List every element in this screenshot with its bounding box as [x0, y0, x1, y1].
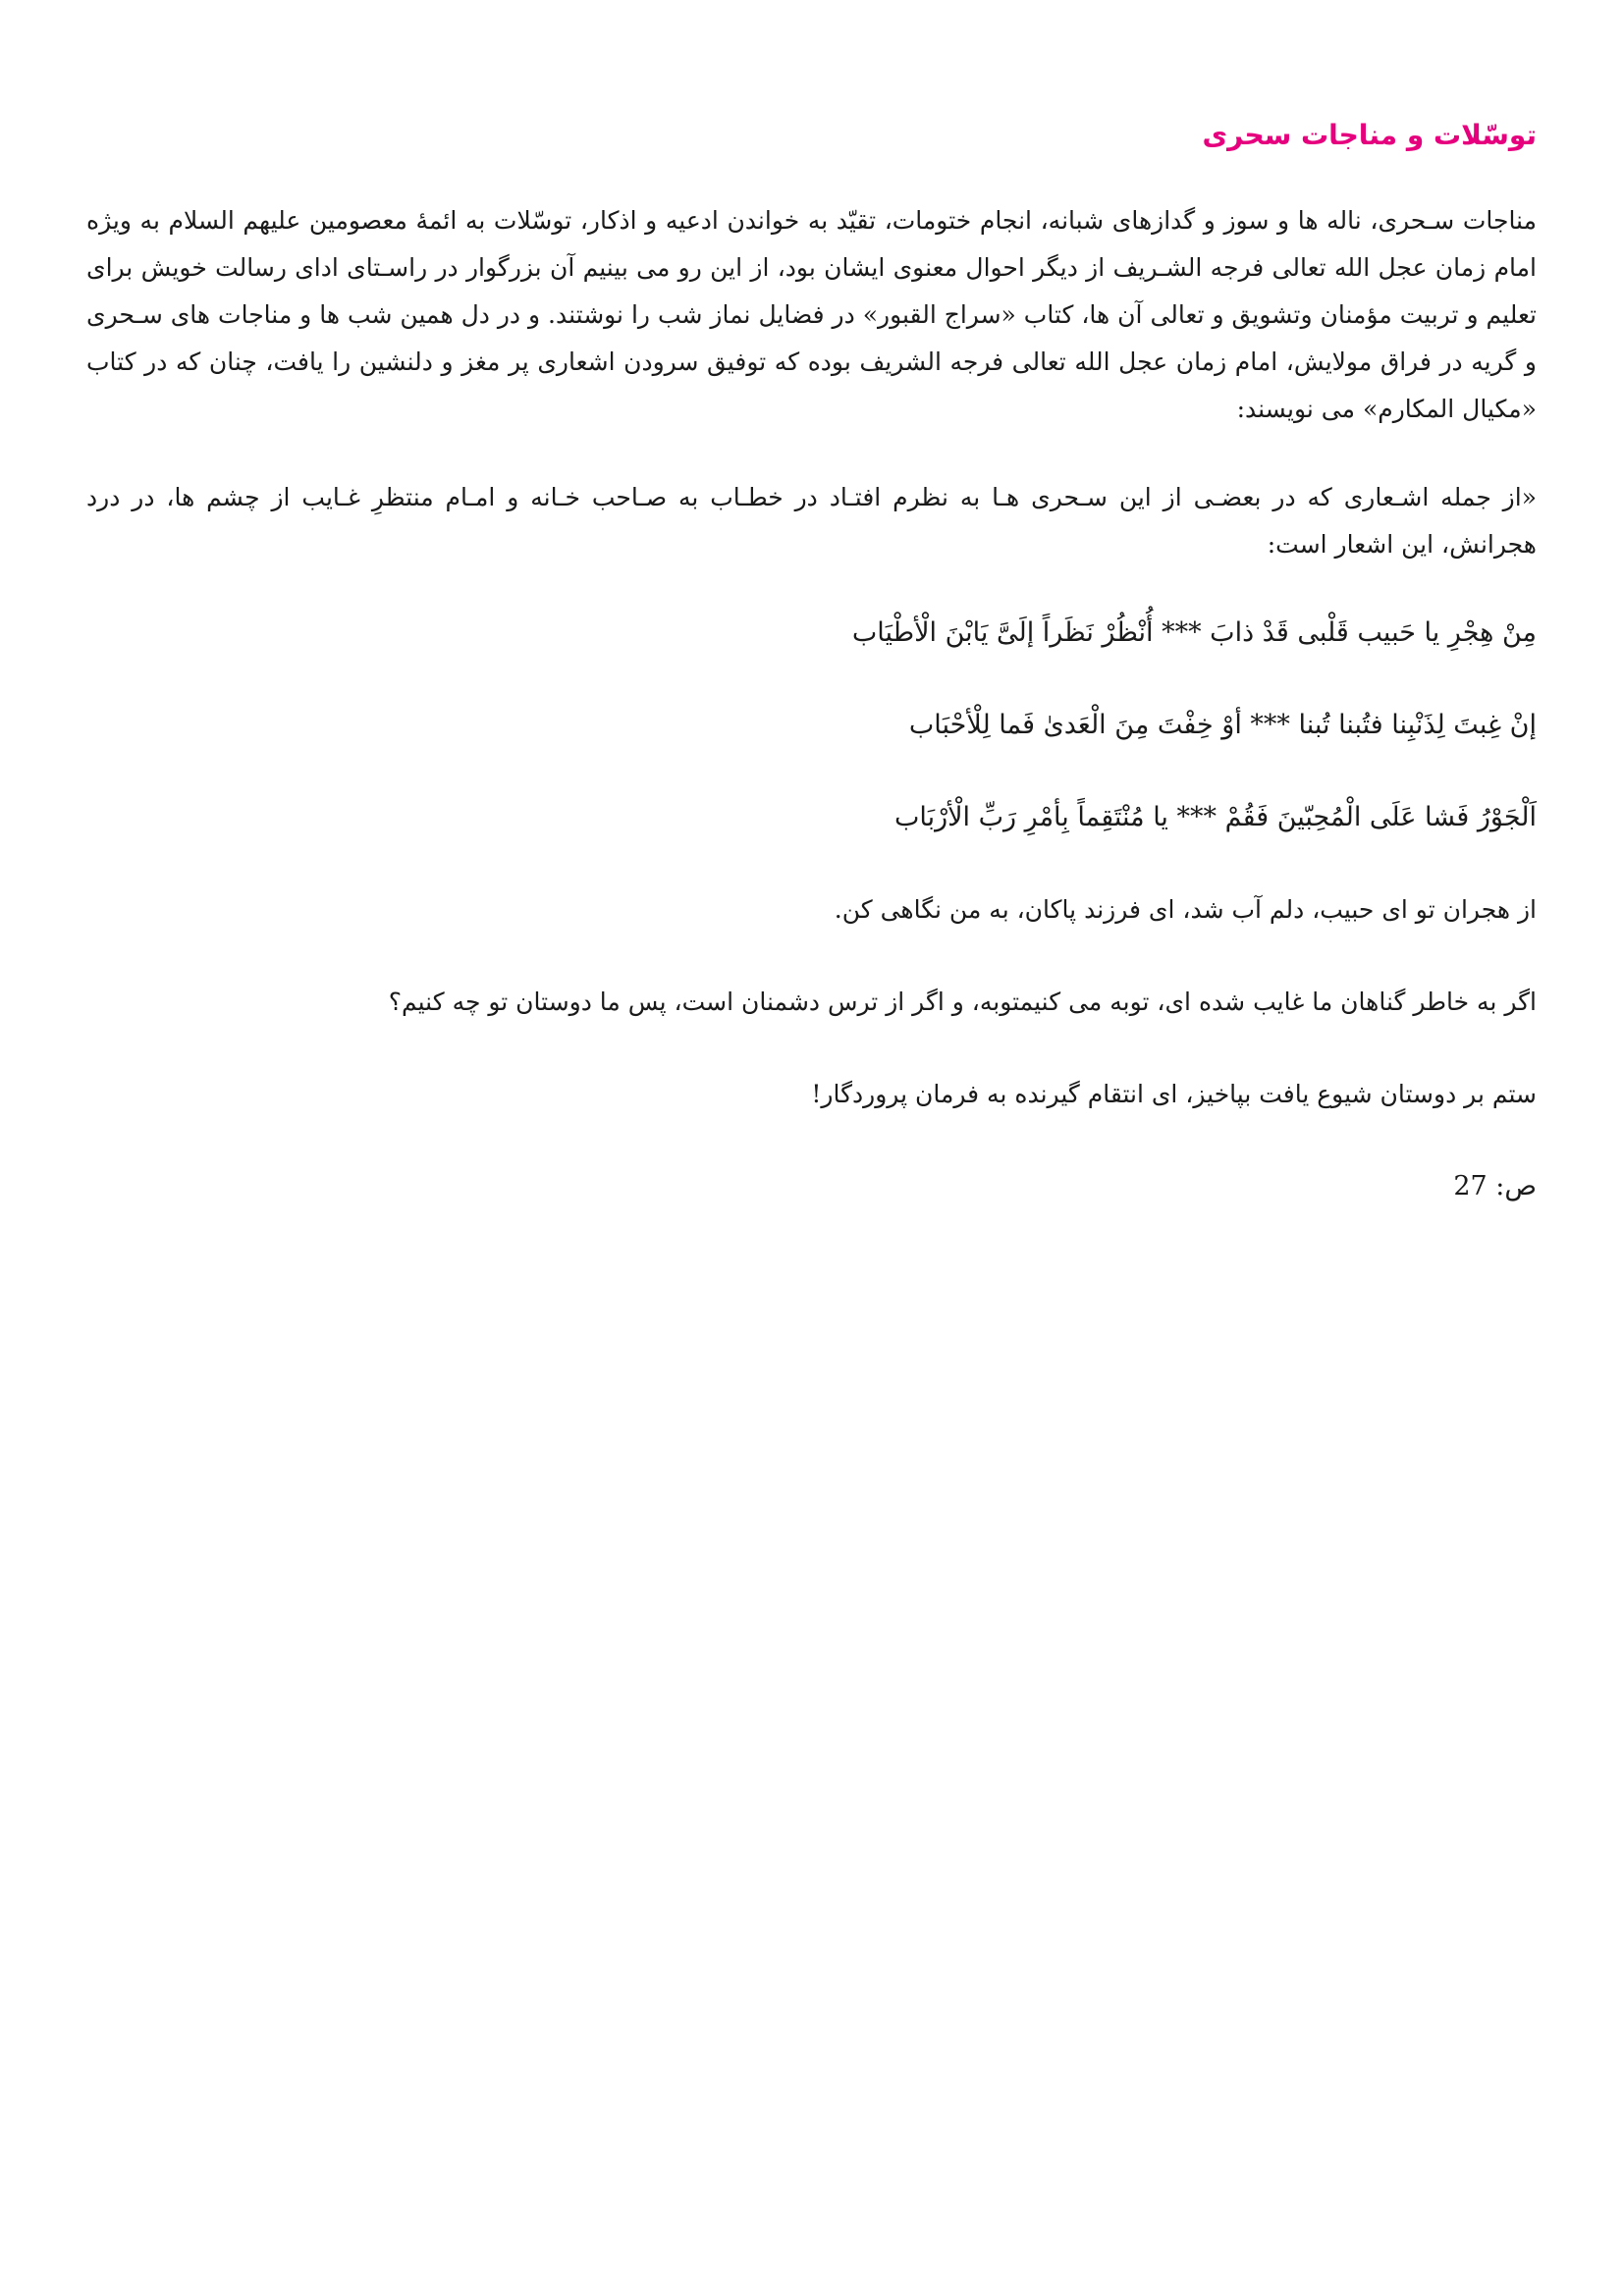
verse-translation-3: ستم بر دوستان شیوع یافت بپاخیز، ای انتقام گیرنده به فرمان پروردگار! — [811, 1080, 1537, 1109]
verse-translation-2: اگر به خاطر گناهان ما غایب شده ای، توبه می کنیمتوبه، و اگر از ترس دشمنان است، پس ما دوستان تو چه کنیم؟ — [388, 988, 1537, 1017]
quote-intro-paragraph: «از جمله اشـعاری که در بعضـی از این سـحری هـا به نظرم افتـاد در خطـاب به صـاحب خـانه و امـام منتظرِ غـایب از چشم ها، در درد هجرانش، این اشعار است: — [86, 483, 1537, 560]
poem-verse-1: مِنْ هِجْرِ یا حَبیب قَلْبی قَدْ ذابَ *** أُنْظُرْ نَظَراً إلَیَّ یَابْنَ الْأطْیَاب — [851, 617, 1537, 649]
intro-paragraph: مناجات سـحری، ناله ها و سوز و گدازهای شبانه، انجام ختومات، تقیّد به خواندن ادعیه و اذکار، توسّلات به ائمهٔ معصومین علیهم السلام به ویژه امام زمان عجل الله تعالی فرجه الشـریف از دیگر احوال معنوی ایشان بود، از این رو می بینیم آن بزرگوار در راسـتای ادای رسالت خویش برای تعلیم و تربیت مؤمنان وتشویق و تعالی آن ها، کتاب «سراج القبور» در فضایل نماز شب را نوشتند. و در دل همین شب ها و مناجات های سـحری و گریه در فراق مولایش، امام زمان عجل الله تعالی فرجه الشریف بوده که توفیق سرودن اشعاری پر مغز و دلنشین را یافت، چنان که در کتاب «مکیال المکارم» می نویسند: — [86, 206, 1537, 424]
verse-translation-1: از هجران تو ای حبیب، دلم آب شد، ای فرزند پاکان، به من نگاهی کن. — [834, 895, 1537, 925]
page-content — [86, 116, 1537, 1210]
poem-verse-3: اَلْجَوْرُ فَشا عَلَی الْمُحِبّینَ فَقُمْ *** یا مُنْتَقِماً بِأمْرِ رَبِّ الْأرْبَاب — [893, 802, 1537, 833]
section-title: توسّلات و مناجات سحری — [1202, 119, 1537, 151]
poem-verse-2: إنْ غِبتَ لِذَنْبِنا فتُبنا تُبنا *** أوْ خِفْتَ مِنَ الْعَدیٰ فَما لِلْأحْبَاب — [908, 710, 1537, 741]
page-number: ص: 27 — [1453, 1171, 1537, 1202]
